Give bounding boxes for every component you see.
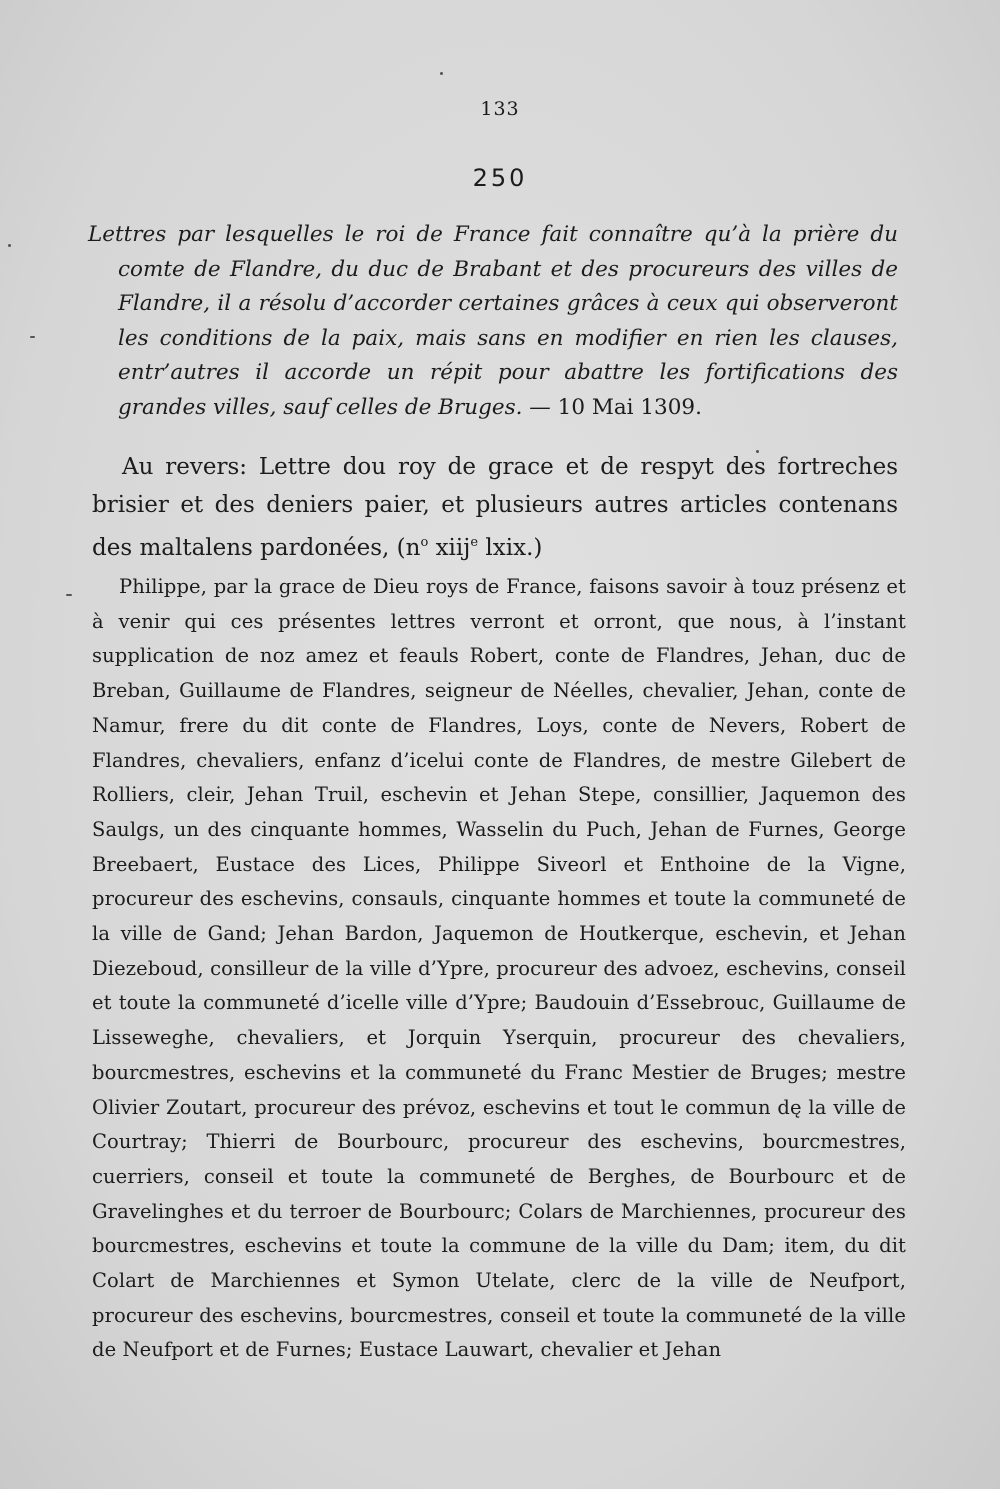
paper-speck — [756, 450, 759, 453]
verso-mid: xiij — [428, 535, 471, 561]
summary-paragraph — [88, 218, 898, 425]
paper-speck — [66, 594, 72, 596]
document-summary — [58, 218, 898, 425]
paper-speck — [8, 244, 11, 247]
summary-text: Lettres par lesquelles le roi de France fait connaître qu’à la prière du comte de Flandre, du duc de Brabant et des procureurs des villes de Flandre, il a résolu d’accorder certaines grâces à ceux qui observeront les conditions de la paix, mais sans en modifier en rien les clauses, entr’autres il accorde un répit pour abattre les fortifications des grandes villes, sauf celles de Bruges. — — [88, 222, 898, 420]
verso-superscript-1: o — [420, 535, 429, 550]
document-number: 250 — [472, 164, 528, 192]
charter-text: Philippe, par la grace de Dieu roys de France, faisons savoir à touz présenz et à venir qui ces présentes lettres verront et orront, que nous, à l’instant supplication de noz amez et feauls Robert, conte de Flandres, Jehan, duc de Breban, Guillaume de Flandres, seigneur de Néelles, chevalier, Jehan, conte de Namur, frere du dit conte de Flandres, Loys, conte de Nevers, Robert de Flandres, chevaliers, enfanz d’icelui conte de Flandres, de mestre Gilebert de Rolliers, cleir, Jehan Truil, eschevin et Jehan Stepe, consillier, Jaquemon des Saulgs, un des cinquante hommes, Wasselin du Puch, Jehan de Furnes, George Breebaert, Eustace des Lices, Philippe Siveorl et Enthoine de la Vigne, procureur des eschevins, consauls, cinquante hommes et toute la communeté de la ville de Gand; Jehan Bardon, Jaquemon de Houtkerque, eschevin, et Jehan Diezeboud, consilleur de la ville d’Ypre, procureur des advoez, eschevins, conseil et toute la communeté d’icelle ville d’Ypre; Baudouin d’Essebrouc, Guillaume de Lisseweghe, chevaliers, et Jorquin Yserquin, procureur des chevaliers, bourcmestres, eschevins et la communeté du Franc Mestier de Bruges; mestre Olivier Zoutart, procureur des prévoz, eschevins et tout le commun dę la ville de Courtray; Thierri de Bourbourc, procureur des eschevins, bourcmestres, cuerriers, conseil et toute la communeté de Berghes, de Bourbourc et de Gravelinghes et du terroer de Bourbourc; Colars de Marchiennes, procureur des bourcmestres, eschevins et toute la commune de la ville du Dam; item, du dit Colart de Marchiennes et Symon Utelate, clerc de la ville de Neufport, procureur des eschevins, bourcmestres, conseil et toute la communeté de la ville de Neufport et de Furnes; Eustace Lauwart, chevalier et Jehan — [92, 575, 906, 1362]
page-number: 133 — [480, 98, 520, 120]
verso-end: lxix.) — [478, 535, 543, 561]
verso-note — [92, 448, 898, 567]
verso-text: Au revers: Lettre dou roy de grace et de respyt des fortreches brisier et des deniers paier, et plusieurs autres articles contenans des maltalens pardonées, (n — [92, 454, 898, 561]
summary-date: 10 Mai 1309. — [557, 394, 702, 420]
paper-speck — [30, 336, 35, 338]
verso-superscript-2: e — [470, 535, 479, 550]
paper-speck — [440, 72, 443, 75]
